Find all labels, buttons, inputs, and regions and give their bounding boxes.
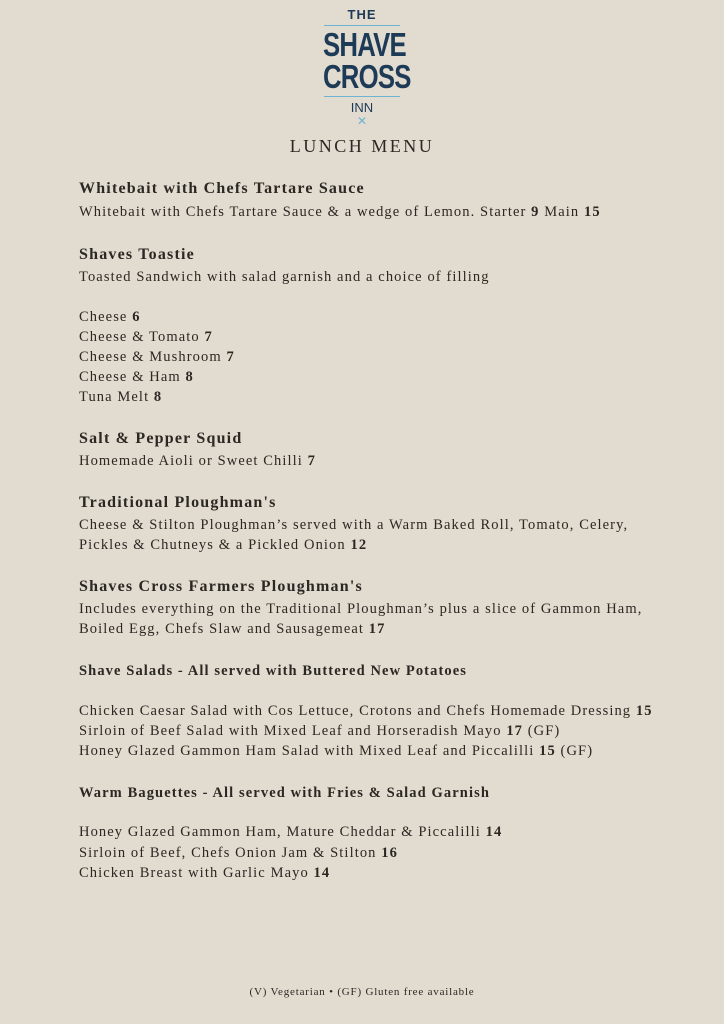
page-title: LUNCH MENU	[289, 136, 435, 156]
menu-item-description: Pickles & Chutneys & a Pickled Onion 12	[79, 537, 368, 553]
menu-item-description: Includes everything on the Traditional Ploughman’s plus a slice of Gammon Ham,	[79, 601, 643, 617]
logo-the: THE	[347, 7, 377, 22]
menu-item: Homemade Aioli or Sweet Chilli 7	[79, 453, 316, 469]
menu-item-description: Boiled Egg, Chefs Slaw and Sausagemeat 17	[79, 621, 386, 637]
menu-item: Sirloin of Beef, Chefs Onion Jam & Stilton 16	[79, 845, 398, 861]
menu-item: Cheese & Mushroom 7	[79, 349, 235, 365]
logo-inn: INN	[350, 100, 374, 115]
menu-item: Sirloin of Beef Salad with Mixed Leaf and Horseradish Mayo 17 (GF)	[79, 723, 561, 739]
logo-shave: SHAVE	[323, 26, 406, 63]
section-heading: Shaves Cross Farmers Ploughman's	[79, 578, 363, 595]
menu-item: Honey Glazed Gammon Ham, Mature Cheddar & Piccalilli 14	[79, 824, 503, 840]
section-description: Toasted Sandwich with salad garnish and a choice of filling	[79, 269, 490, 285]
menu-item: Cheese & Tomato 7	[79, 329, 213, 345]
menu-item: Tuna Melt 8	[79, 389, 163, 405]
menu-item: Honey Glazed Gammon Ham Salad with Mixed Leaf and Piccalilli 15 (GF)	[79, 743, 594, 759]
section-heading: Shaves Toastie	[79, 246, 195, 263]
menu-item: Cheese & Ham 8	[79, 369, 194, 385]
menu-item: Whitebait with Chefs Tartare Sauce & a wedge of Lemon. Starter 9 Main 15	[79, 204, 601, 220]
menu-item-description: Cheese & Stilton Ploughman’s served with a Warm Baked Roll, Tomato, Celery,	[79, 517, 629, 533]
section-heading: Warm Baguettes - All served with Fries & Salad Garnish	[79, 785, 491, 801]
menu-item: Cheese 6	[79, 309, 141, 325]
logo-rule	[324, 96, 400, 97]
section-heading: Shave Salads - All served with Buttered New Potatoes	[79, 663, 468, 679]
section-heading: Salt & Pepper Squid	[79, 430, 243, 447]
section-heading: Whitebait with Chefs Tartare Sauce	[79, 180, 365, 197]
menu-item: Chicken Breast with Garlic Mayo 14	[79, 865, 331, 881]
shave-cross-inn-logo	[312, 8, 412, 127]
crossed-razors-icon: ✕	[356, 114, 368, 128]
section-heading: Traditional Ploughman's	[79, 494, 277, 511]
menu-item: Chicken Caesar Salad with Cos Lettuce, Crotons and Chefs Homemade Dressing 15	[79, 703, 653, 719]
logo-cross: CROSS	[323, 58, 411, 95]
footer-legend: (V) Vegetarian • (GF) Gluten free available	[249, 986, 475, 998]
